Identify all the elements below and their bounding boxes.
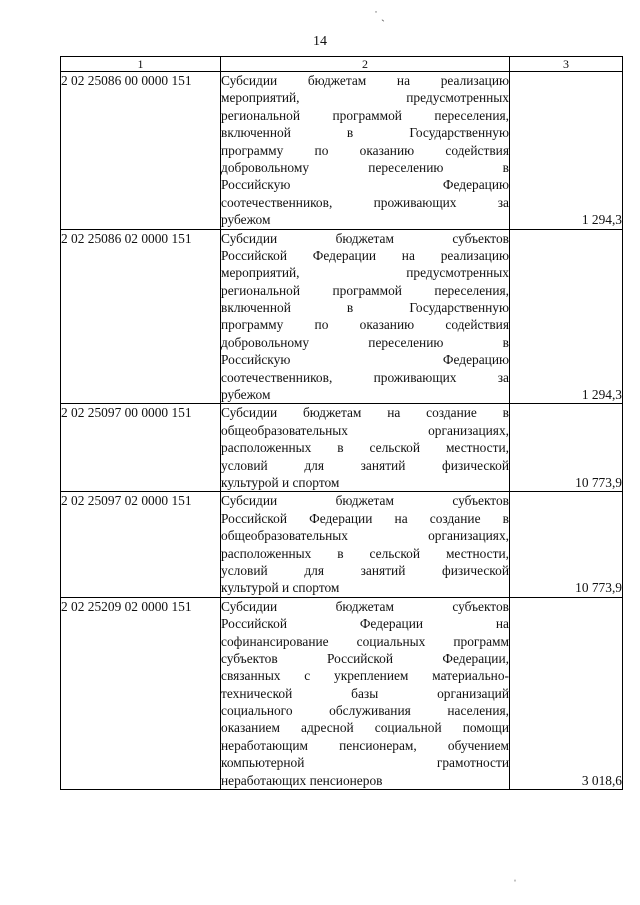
amount-value: 1 294,3 <box>510 72 623 230</box>
amount-value: 10 773,9 <box>510 492 623 597</box>
table-row <box>61 72 623 230</box>
description-line: рубежом <box>221 212 271 228</box>
description-line: Субсидии бюджетам субъектов <box>221 230 509 246</box>
header-col-2: 2 <box>221 57 510 72</box>
table-row <box>61 597 623 789</box>
description-line: добровольному переселению в <box>221 334 509 350</box>
income-description <box>221 404 510 492</box>
description-line: связанных с укреплением материально- <box>221 668 509 684</box>
description-line: оказанием адресной социальной помощи <box>221 720 509 736</box>
description-line: условий для занятий физической <box>221 562 509 578</box>
description-line: Российскую Федерацию <box>221 352 509 368</box>
amount-value: 3 018,6 <box>510 597 623 789</box>
description-line: Субсидии бюджетам на создание в <box>221 405 509 421</box>
description-line: технической базы организаций <box>221 685 509 701</box>
classification-code: 2 02 25086 00 0000 151 <box>61 72 221 230</box>
income-description <box>221 229 510 404</box>
classification-code: 2 02 25097 00 0000 151 <box>61 404 221 492</box>
description-line: соотечественников, проживающих за <box>221 369 509 385</box>
table-body <box>61 72 623 790</box>
description-line: Российской Федерации на создание в <box>221 510 509 526</box>
classification-code: 2 02 25209 02 0000 151 <box>61 597 221 789</box>
description-line: Российской Федерации на реализацию <box>221 247 509 263</box>
description-line: Субсидии бюджетам субъектов <box>221 598 509 614</box>
scan-mark-top: ˙ ˎ <box>374 8 385 22</box>
description-line: общеобразовательных организациях, <box>221 528 509 544</box>
description-line: культурой и спортом <box>221 474 340 490</box>
scan-mark-bottom: ˌ <box>513 868 517 882</box>
description-line: компьютерной грамотности <box>221 755 509 771</box>
income-description <box>221 72 510 230</box>
amount-value: 10 773,9 <box>510 404 623 492</box>
table-row <box>61 229 623 404</box>
table-header-row <box>61 57 623 72</box>
page-number: 14 <box>313 34 327 49</box>
description-line: мероприятий, предусмотренных <box>221 265 509 281</box>
description-line: региональной программой переселения, <box>221 282 509 298</box>
description-line: программу по оказанию содействия <box>221 317 509 333</box>
description-line: социального обслуживания населения, <box>221 703 509 719</box>
description-line: Субсидии бюджетам на реализацию <box>221 73 509 88</box>
description-line: культурой и спортом <box>221 580 340 596</box>
header-col-1: 1 <box>61 57 221 72</box>
description-line: Субсидии бюджетам субъектов <box>221 493 509 509</box>
description-line: включенной в Государственную <box>221 125 509 141</box>
description-line: соотечественников, проживающих за <box>221 194 509 210</box>
description-line: мероприятий, предусмотренных <box>221 90 509 106</box>
income-description <box>221 492 510 597</box>
classification-code: 2 02 25097 02 0000 151 <box>61 492 221 597</box>
description-line: условий для занятий физической <box>221 457 509 473</box>
classification-code: 2 02 25086 02 0000 151 <box>61 229 221 404</box>
description-line: расположенных в сельской местности, <box>221 545 509 561</box>
description-line: рубежом <box>221 387 271 403</box>
table-row <box>61 404 623 492</box>
header-col-3: 3 <box>510 57 623 72</box>
description-line: софинансирование социальных программ <box>221 633 509 649</box>
amount-value: 1 294,3 <box>510 229 623 404</box>
table-row <box>61 492 623 597</box>
description-line: программу по оказанию содействия <box>221 142 509 158</box>
description-line: Российской Федерации на <box>221 616 509 632</box>
description-line: включенной в Государственную <box>221 300 509 316</box>
description-line: региональной программой переселения, <box>221 107 509 123</box>
description-line: добровольному переселению в <box>221 159 509 175</box>
description-line: субъектов Российской Федерации, <box>221 650 509 666</box>
income-description <box>221 597 510 789</box>
budget-table <box>60 56 623 790</box>
description-line: общеобразовательных организациях, <box>221 422 509 438</box>
description-line: неработающим пенсионерам, обучением <box>221 737 509 753</box>
description-line: неработающих пенсионеров <box>221 772 383 788</box>
description-line: расположенных в сельской местности, <box>221 440 509 456</box>
description-line: Российскую Федерацию <box>221 177 509 193</box>
